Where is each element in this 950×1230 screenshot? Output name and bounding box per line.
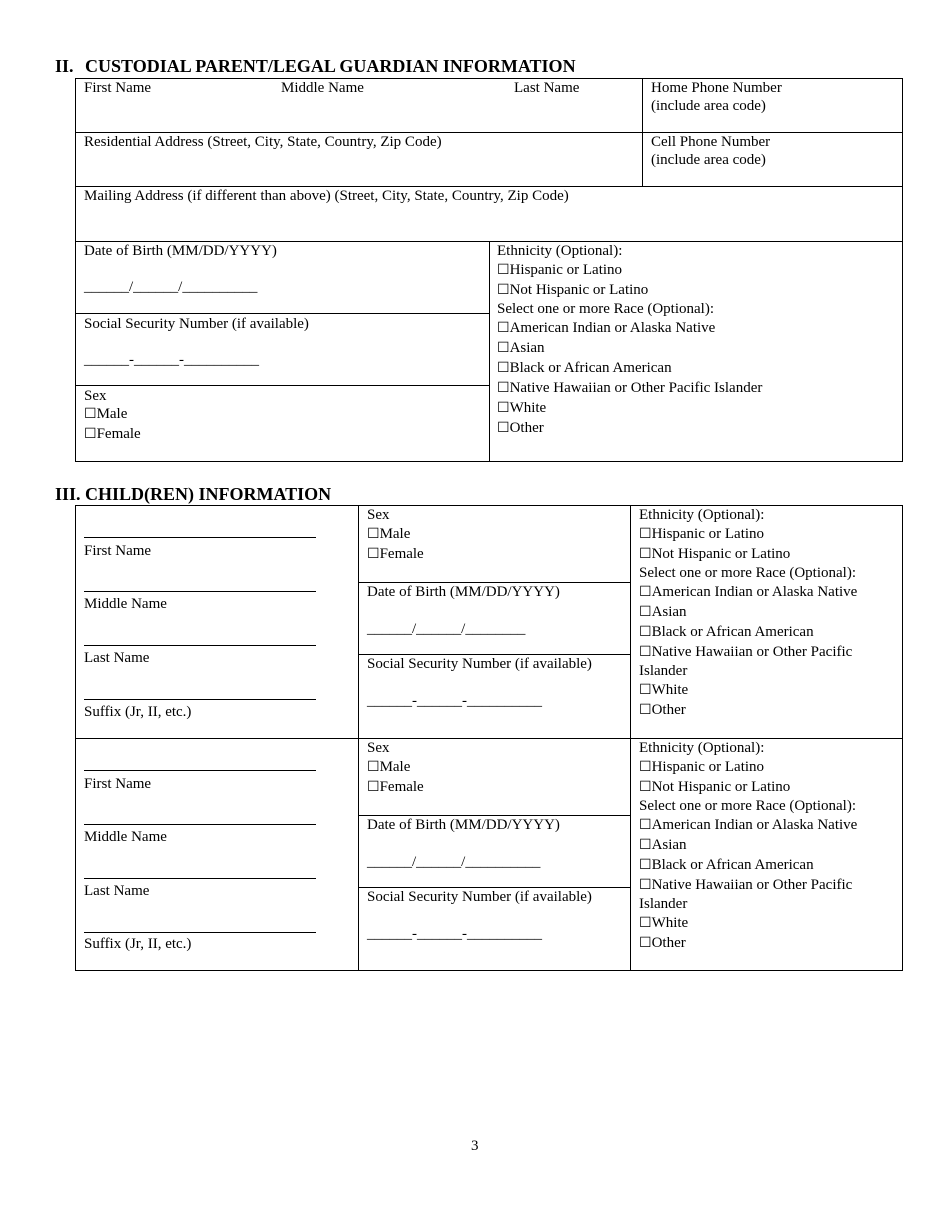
child2-race-label: Select one or more Race (Optional): xyxy=(639,798,857,814)
checkbox-label: Male xyxy=(96,406,128,422)
child1-suffix-line[interactable] xyxy=(84,699,316,700)
child2-ssn-label: Social Security Number (if available) xyxy=(367,889,592,905)
child1-suffix-label: Suffix (Jr, II, etc.) xyxy=(84,704,192,720)
checkbox-label: Female xyxy=(379,779,424,795)
child2-suffix-label: Suffix (Jr, II, etc.) xyxy=(84,936,192,952)
guardian-native-hawaiian-checkbox[interactable] xyxy=(497,378,762,398)
child2-asian-checkbox[interactable] xyxy=(639,835,687,855)
guardian-american-indian-checkbox[interactable] xyxy=(497,318,715,338)
child2-first-name-label: First Name xyxy=(84,776,152,792)
checkbox-label: Asian xyxy=(509,340,545,356)
divider xyxy=(489,241,490,462)
checkbox-label: Asian xyxy=(651,837,687,853)
checkbox-label: Black or African American xyxy=(651,857,814,873)
cell-phone-hint: (include area code) xyxy=(651,152,766,168)
divider xyxy=(75,385,489,386)
checkbox-label: Male xyxy=(379,759,411,775)
child1-american-indian-checkbox[interactable] xyxy=(639,582,857,602)
child1-race-label: Select one or more Race (Optional): xyxy=(639,565,857,581)
checkbox-label: American Indian or Alaska Native xyxy=(651,584,858,600)
section-3-heading xyxy=(55,484,331,505)
child2-middle-name-label: Middle Name xyxy=(84,829,167,845)
child1-white-checkbox[interactable] xyxy=(639,680,688,700)
child2-native-hawaiian-label-cont: Islander xyxy=(639,896,688,912)
guardian-ssn-label: Social Security Number (if available) xyxy=(84,316,309,332)
child1-last-name-label: Last Name xyxy=(84,650,150,666)
checkbox-label: Female xyxy=(379,546,424,562)
checkbox-label: Other xyxy=(651,702,686,718)
child2-female-checkbox[interactable] xyxy=(367,777,424,797)
guardian-race-label: Select one or more Race (Optional): xyxy=(497,301,715,317)
checkbox-label: Male xyxy=(379,526,411,542)
section-2-heading xyxy=(55,56,576,77)
child2-native-hawaiian-checkbox[interactable] xyxy=(639,875,852,895)
guardian-middle-name-field[interactable]: Middle Name xyxy=(281,80,364,96)
checkbox-label: Hispanic or Latino xyxy=(509,262,623,278)
child1-ethnicity-label: Ethnicity (Optional): xyxy=(639,507,765,523)
guardian-sex-label: Sex xyxy=(84,388,107,404)
guardian-black-checkbox[interactable] xyxy=(497,358,672,378)
checkbox-label: White xyxy=(651,682,689,698)
checkbox-label: Hispanic or Latino xyxy=(651,759,765,775)
child1-hispanic-checkbox[interactable] xyxy=(639,524,764,544)
child1-first-name-label: First Name xyxy=(84,543,152,559)
child1-asian-checkbox[interactable] xyxy=(639,602,687,622)
cell-phone-field[interactable]: Cell Phone Number xyxy=(651,134,771,150)
child1-dob-field[interactable]: ______/______/________ xyxy=(367,621,526,637)
checkbox-label: Asian xyxy=(651,604,687,620)
guardian-ssn-field[interactable]: ______-______-__________ xyxy=(84,352,259,368)
child1-first-name-line[interactable] xyxy=(84,537,316,538)
child2-black-checkbox[interactable] xyxy=(639,855,814,875)
child1-not-hispanic-checkbox[interactable] xyxy=(639,544,790,564)
child2-first-name-line[interactable] xyxy=(84,770,316,771)
child1-sex-label: Sex xyxy=(367,507,390,523)
checkbox-label: Not Hispanic or Latino xyxy=(651,546,791,562)
child2-dob-field[interactable]: ______/______/__________ xyxy=(367,854,541,870)
home-phone-field[interactable]: Home Phone Number xyxy=(651,80,782,96)
checkbox-label: Not Hispanic or Latino xyxy=(651,779,791,795)
child1-native-hawaiian-checkbox[interactable] xyxy=(639,642,852,662)
child2-last-name-line[interactable] xyxy=(84,878,316,879)
checkbox-label: Hispanic or Latino xyxy=(651,526,765,542)
guardian-ethnicity-label: Ethnicity (Optional): xyxy=(497,243,623,259)
section-2-title: CUSTODIAL PARENT/LEGAL GUARDIAN INFORMATION xyxy=(85,56,576,76)
guardian-female-checkbox[interactable] xyxy=(84,424,141,444)
child2-ssn-field[interactable]: ______-______-__________ xyxy=(367,926,542,942)
guardian-not-hispanic-checkbox[interactable] xyxy=(497,280,648,300)
guardian-male-checkbox[interactable] xyxy=(84,404,127,424)
checkbox-label: Female xyxy=(96,426,141,442)
child2-white-checkbox[interactable] xyxy=(639,913,688,933)
guardian-dob-field[interactable]: ______/______/__________ xyxy=(84,279,258,295)
child1-ssn-field[interactable]: ______-______-__________ xyxy=(367,693,542,709)
checkbox-label: American Indian or Alaska Native xyxy=(651,817,858,833)
child2-hispanic-checkbox[interactable] xyxy=(639,757,764,777)
checkbox-label: Native Hawaiian or Other Pacific xyxy=(651,644,853,660)
child1-ssn-label: Social Security Number (if available) xyxy=(367,656,592,672)
guardian-dob-label: Date of Birth (MM/DD/YYYY) xyxy=(84,243,277,259)
checkbox-label: Native Hawaiian or Other Pacific xyxy=(651,877,853,893)
guardian-first-name-field[interactable]: First Name xyxy=(84,80,152,96)
mailing-address-field[interactable]: Mailing Address (if different than above) (Street, City, State, Country, Zip Code) xyxy=(84,188,569,204)
checkbox-label: Black or African American xyxy=(509,360,672,376)
child1-other-checkbox[interactable] xyxy=(639,700,686,720)
child2-not-hispanic-checkbox[interactable] xyxy=(639,777,790,797)
child2-american-indian-checkbox[interactable] xyxy=(639,815,857,835)
divider xyxy=(642,78,643,186)
checkbox-label: Other xyxy=(509,420,544,436)
child2-sex-label: Sex xyxy=(367,740,390,756)
child2-male-checkbox[interactable] xyxy=(367,757,410,777)
child2-other-checkbox[interactable] xyxy=(639,933,686,953)
divider xyxy=(75,738,903,739)
child2-dob-label: Date of Birth (MM/DD/YYYY) xyxy=(367,817,560,833)
checkbox-label: Other xyxy=(651,935,686,951)
page-number: 3 xyxy=(471,1138,479,1154)
child1-female-checkbox[interactable] xyxy=(367,544,424,564)
child2-suffix-line[interactable] xyxy=(84,932,316,933)
child1-dob-label: Date of Birth (MM/DD/YYYY) xyxy=(367,584,560,600)
checkbox-label: Native Hawaiian or Other Pacific Islander xyxy=(509,380,763,396)
child2-last-name-label: Last Name xyxy=(84,883,150,899)
child1-native-hawaiian-label-cont: Islander xyxy=(639,663,688,679)
child1-middle-name-line[interactable] xyxy=(84,591,316,592)
residential-address-field[interactable]: Residential Address (Street, City, State, Country, Zip Code) xyxy=(84,134,442,150)
guardian-asian-checkbox[interactable] xyxy=(497,338,545,358)
section-3-number: III. xyxy=(55,484,81,504)
home-phone-hint: (include area code) xyxy=(651,98,766,114)
section-2-number: II. xyxy=(55,56,74,76)
checkbox-label: American Indian or Alaska Native xyxy=(509,320,716,336)
guardian-other-checkbox[interactable] xyxy=(497,418,544,438)
guardian-hispanic-checkbox[interactable] xyxy=(497,260,622,280)
child2-ethnicity-label: Ethnicity (Optional): xyxy=(639,740,765,756)
child1-middle-name-label: Middle Name xyxy=(84,596,167,612)
checkbox-label: White xyxy=(509,400,547,416)
checkbox-label: Not Hispanic or Latino xyxy=(509,282,649,298)
child1-black-checkbox[interactable] xyxy=(639,622,814,642)
child2-middle-name-line[interactable] xyxy=(84,824,316,825)
checkbox-label: White xyxy=(651,915,689,931)
guardian-white-checkbox[interactable] xyxy=(497,398,546,418)
guardian-last-name-field[interactable]: Last Name xyxy=(514,80,580,96)
section-3-title: CHILD(REN) INFORMATION xyxy=(85,484,332,504)
checkbox-label: Black or African American xyxy=(651,624,814,640)
child1-male-checkbox[interactable] xyxy=(367,524,410,544)
child1-last-name-line[interactable] xyxy=(84,645,316,646)
